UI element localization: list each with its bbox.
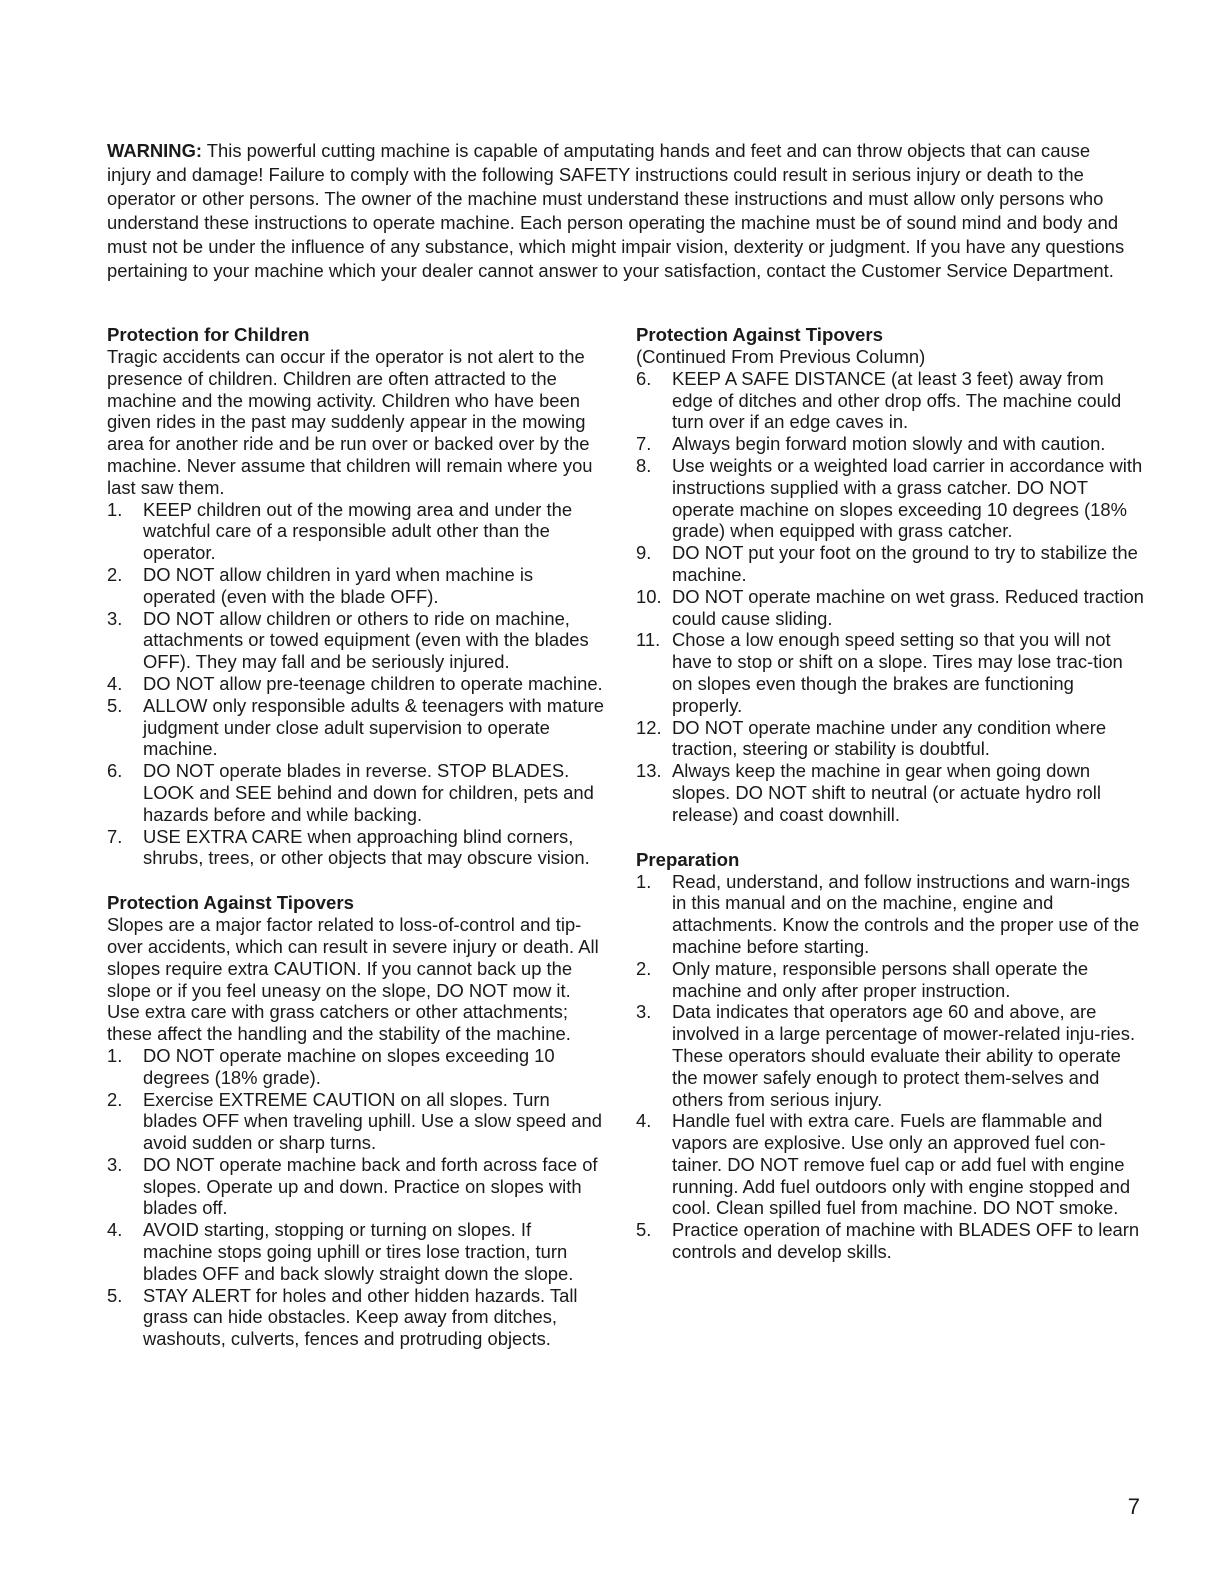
list-item	[107, 695, 605, 760]
list-item-text: USE EXTRA CARE when approaching blind corners, shrubs, trees, or other objects that may obscure vision.	[143, 825, 590, 869]
list-item-text: ALLOW only responsible adults & teenagers with mature judgment under close adult supervision to operate machine.	[143, 694, 605, 760]
list-item-number: 13.	[636, 760, 662, 782]
list-item	[636, 1001, 1146, 1110]
section-tipovers	[107, 891, 605, 1350]
list-item-number: 5.	[107, 1284, 123, 1306]
list-item-text: Always keep the machine in gear when going down slopes. DO NOT shift to neutral (or actuate hydro roll release) and coast downhill.	[672, 760, 1101, 825]
list-item-number: 4.	[107, 672, 123, 694]
section-tipovers-continued	[636, 323, 1146, 826]
list-item	[636, 433, 1146, 455]
list-item-text: DO NOT allow children in yard when machine is operated (even with the blade OFF).	[143, 563, 534, 607]
list-item	[107, 760, 605, 825]
list-item	[107, 499, 605, 564]
warning-label: WARNING:	[107, 140, 203, 161]
left-column	[107, 323, 605, 1372]
list-item-number: 5.	[636, 1219, 652, 1241]
list-item	[107, 1285, 605, 1350]
section-children	[107, 323, 605, 869]
list-item-number: 1.	[636, 870, 652, 892]
section-heading: Protection for Children	[107, 324, 310, 345]
list-item-number: 1.	[107, 1044, 123, 1066]
list-item	[107, 1089, 605, 1154]
numbered-list	[107, 1045, 605, 1350]
section-heading: Protection Against Tipovers	[107, 892, 354, 914]
page-number: 7	[1127, 1494, 1140, 1519]
list-item-number: 1.	[107, 498, 123, 520]
list-item-text: Chose a low enough speed setting so that you will not have to stop or shift on a slope. Tires may lose trac-tion on slopes even though the brakes are functioning properly.	[672, 629, 1123, 716]
list-item	[107, 1154, 605, 1219]
list-item	[107, 673, 605, 695]
list-item-text: KEEP children out of the mowing area and under the watchful care of a responsible adult other than the operator.	[143, 498, 573, 564]
warning-paragraph	[107, 139, 1137, 283]
list-item-number: 3.	[107, 1153, 123, 1175]
list-item-text: Read, understand, and follow instructions and warn-ings in this manual and on the machine, engine and attachments. Know the controls and the proper use of the machine before starting.	[672, 870, 1140, 957]
list-item-text: DO NOT operate machine on slopes exceeding 10 degrees (18% grade).	[143, 1044, 555, 1088]
numbered-list	[107, 499, 605, 870]
list-item-number: 9.	[636, 542, 652, 564]
section-intro: Slopes are a major factor related to loss-of-control and tip-over accidents, which can result in severe injury or death. All slopes require extra CAUTION. If you cannot back up the slope or if you feel uneasy on the slope, DO NOT mow it. Use extra care with grass catchers or other attachments; these affect the handling and the stability of the machine.	[107, 914, 599, 1045]
list-item	[636, 368, 1146, 433]
list-item	[636, 629, 1146, 716]
section-intro: (Continued From Previous Column)	[636, 346, 926, 367]
list-item-number: 2.	[636, 957, 652, 979]
list-item	[636, 871, 1146, 958]
list-item	[107, 1219, 605, 1284]
section-heading: Preparation	[636, 848, 740, 870]
numbered-list	[636, 368, 1146, 826]
section-intro: Tragic accidents can occur if the operator is not alert to the presence of children. Children are often attracted to the machine and the mowing activity. Children who have been given rides in the past may suddenly appear in the mowing area for another ride and be run over or backed over by the machine. Never assume that children will remain where you last saw them.	[107, 346, 593, 498]
list-item	[636, 455, 1146, 542]
right-column	[636, 323, 1146, 1285]
list-item-number: 10.	[636, 585, 662, 607]
section-preparation	[636, 848, 1146, 1263]
list-item-number: 12.	[636, 716, 662, 738]
list-item-text: Only mature, responsible persons shall operate the machine and only after proper instruction.	[672, 957, 1089, 1001]
list-item	[636, 958, 1146, 1002]
list-item-number: 7.	[107, 825, 123, 847]
list-item-number: 3.	[636, 1001, 652, 1023]
section-heading: Protection Against Tipovers	[636, 324, 883, 345]
list-item	[636, 717, 1146, 761]
list-item-number: 8.	[636, 454, 652, 476]
list-item-text: DO NOT operate machine back and forth across face of slopes. Operate up and down. Practice on slopes with blades off.	[143, 1153, 598, 1219]
list-item-number: 2.	[107, 1088, 123, 1110]
list-item-text: Always begin forward motion slowly and with caution.	[672, 433, 1106, 455]
list-item-text: DO NOT allow pre-teenage children to operate machine.	[143, 672, 603, 694]
list-item-number: 7.	[636, 433, 652, 455]
list-item-number: 4.	[636, 1110, 652, 1132]
list-item-number: 6.	[636, 367, 652, 389]
list-item-number: 5.	[107, 694, 123, 716]
list-item	[636, 1110, 1146, 1219]
list-item-text: KEEP A SAFE DISTANCE (at least 3 feet) away from edge of ditches and other drop offs. The machine could turn over if an edge caves in.	[672, 367, 1122, 433]
list-item-text: AVOID starting, stopping or turning on slopes. If machine stops going uphill or tires lose traction, turn blades OFF and back slowly straight down the slope.	[143, 1219, 574, 1284]
list-item-number: 11.	[636, 629, 661, 651]
list-item-number: 2.	[107, 563, 123, 585]
list-item	[636, 586, 1146, 630]
list-item-text: DO NOT operate blades in reverse. STOP BLADES. LOOK and SEE behind and down for children, pets and hazards before and while backing.	[143, 760, 594, 825]
list-item-text: DO NOT operate machine under any condition where traction, steering or stability is doubtful.	[672, 716, 1107, 760]
list-item-text: Exercise EXTREME CAUTION on all slopes. Turn blades OFF when traveling uphill. Use a slow speed and avoid sudden or sharp turns.	[143, 1088, 602, 1154]
list-item-text: DO NOT put your foot on the ground to try to stabilize the machine.	[672, 542, 1138, 585]
list-item	[636, 542, 1146, 586]
list-item-text: Use weights or a weighted load carrier in accordance with instructions supplied with a grass catcher. DO NOT operate machine on slopes exceeding 10 degrees (18% grade) when equipped with grass catcher.	[672, 454, 1143, 542]
list-item-number: 4.	[107, 1219, 123, 1241]
list-item-text: Data indicates that operators age 60 and above, are involved in a large percentage of mower-related inju-ries. These operators should evaluate their ability to operate the mower safely enough to protect them-selves and others from serious injury.	[672, 1001, 1136, 1110]
list-item	[636, 760, 1146, 825]
warning-text: This powerful cutting machine is capable of amputating hands and feet and can throw objects that can cause injury and damage! Failure to comply with the following SAFETY instructions could result in serious injury or death to the operator or other persons. The owner of the machine must understand these instructions and must allow only persons who understand these instructions to operate machine. Each person operating the machine must be of sound mind and body and must not be under the influence of any substance, which might impair vision, dexterity or judgment. If you have any questions pertaining to your machine which your dealer cannot answer to your satisfaction, contact the Customer Service Department.	[107, 140, 1125, 281]
numbered-list	[636, 871, 1146, 1263]
list-item-number: 3.	[107, 607, 123, 629]
list-item	[107, 1045, 605, 1089]
list-item	[107, 826, 605, 870]
list-item-text: Handle fuel with extra care. Fuels are flammable and vapors are explosive. Use only an approved fuel con-tainer. DO NOT remove fuel cap or add fuel with engine running. Add fuel outdoors only with engine stopped and cool. Clean spilled fuel from machine. DO NOT smoke.	[672, 1110, 1131, 1219]
list-item	[107, 564, 605, 608]
list-item-text: STAY ALERT for holes and other hidden hazards. Tall grass can hide obstacles. Keep away from ditches, washouts, culverts, fences and protruding objects.	[143, 1284, 578, 1350]
list-item-text: DO NOT allow children or others to ride on machine, attachments or towed equipment (even with the blades OFF). They may fall and be seriously injured.	[143, 607, 589, 673]
list-item	[107, 608, 605, 673]
list-item	[636, 1219, 1146, 1263]
list-item-text: Practice operation of machine with BLADES OFF to learn controls and develop skills.	[672, 1219, 1140, 1263]
list-item-text: DO NOT operate machine on wet grass. Reduced traction could cause sliding.	[672, 585, 1144, 629]
list-item-number: 6.	[107, 760, 123, 782]
